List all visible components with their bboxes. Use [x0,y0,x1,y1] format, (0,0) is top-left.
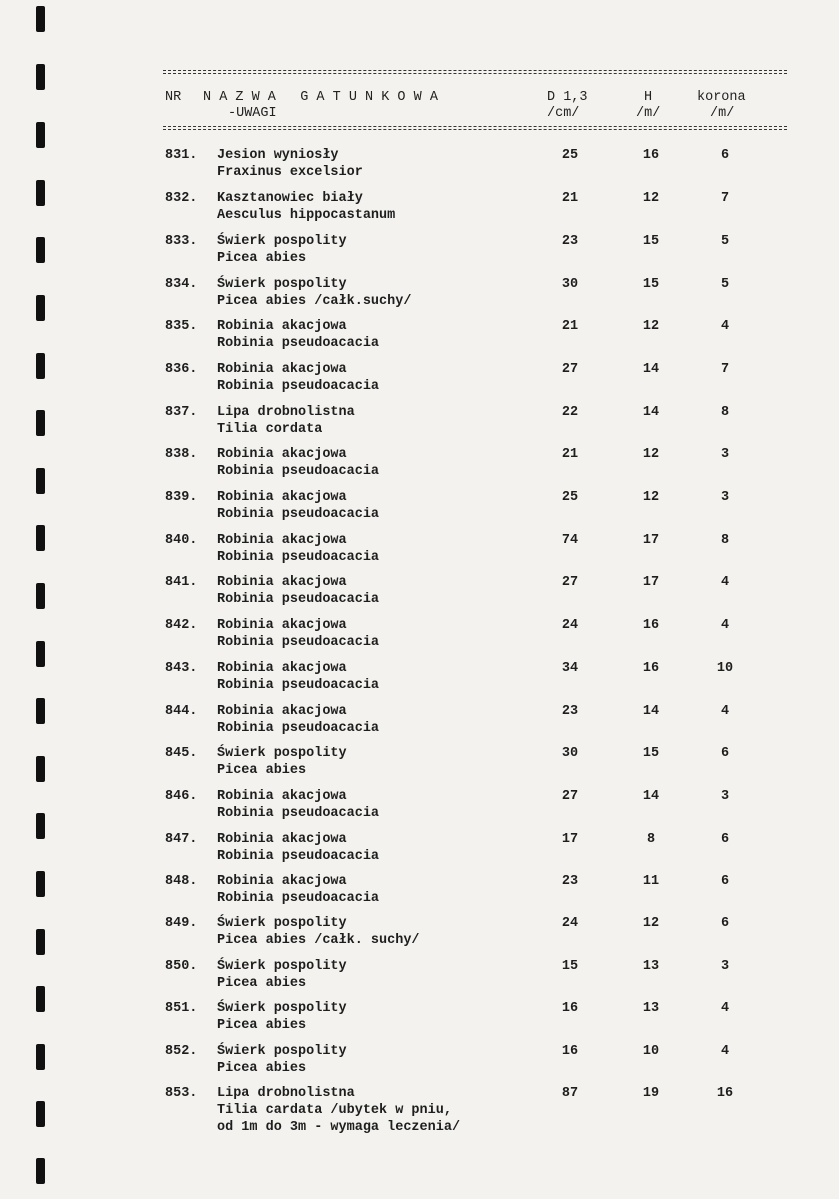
latin-name: Robinia pseudoacacia [217,464,380,479]
species-name: Robinia akacjowa [217,874,347,889]
diameter-value: 16 [561,1001,579,1016]
latin-name: Picea abies [217,251,307,266]
crown-value: 4 [720,618,730,633]
species-name: Robinia akacjowa [217,447,347,462]
table-row [0,1086,839,1144]
table-row [0,490,839,532]
height-value: 15 [642,277,660,292]
height-value: 10 [642,1044,660,1059]
header-notes: -UWAGI [228,106,277,121]
species-name: Lipa drobnolistna [217,1086,355,1101]
latin-name: Robinia pseudoacacia [217,635,380,650]
row-number: 850. [165,959,198,974]
table-row [0,789,839,831]
latin-name: Tilia cordata [217,422,323,437]
diameter-value: 27 [561,789,579,804]
diameter-value: 16 [561,1044,579,1059]
row-number: 836. [165,362,198,377]
species-name: Robinia akacjowa [217,661,347,676]
species-name: Świerk pospolity [217,1044,347,1059]
height-value: 12 [642,319,660,334]
height-value: 8 [646,832,656,847]
diameter-value: 21 [561,191,579,206]
table-row [0,319,839,361]
table-row [0,362,839,404]
crown-value: 3 [720,789,730,804]
species-name: Świerk pospolity [217,277,347,292]
species-name: Świerk pospolity [217,1001,347,1016]
diameter-value: 27 [561,362,579,377]
crown-value: 6 [720,874,730,889]
height-value: 12 [642,916,660,931]
species-name: Jesion wyniosły [217,148,339,163]
height-value: 19 [642,1086,660,1101]
species-name: Robinia akacjowa [217,362,347,377]
diameter-value: 27 [561,575,579,590]
table-row [0,1001,839,1043]
height-value: 15 [642,746,660,761]
crown-value: 3 [720,959,730,974]
row-number: 835. [165,319,198,334]
header-height: H [644,90,653,105]
latin-name: Picea abies /całk. suchy/ [217,933,420,948]
row-number: 833. [165,234,198,249]
diameter-value: 23 [561,704,579,719]
latin-name: Picea abies [217,976,307,991]
latin-name: Robinia pseudoacacia [217,336,380,351]
row-number: 847. [165,832,198,847]
header-crown: korona [697,90,746,105]
crown-value: 4 [720,575,730,590]
height-value: 12 [642,490,660,505]
table-row [0,832,839,874]
row-number: 845. [165,746,198,761]
crown-value: 6 [720,832,730,847]
height-value: 16 [642,661,660,676]
table-row [0,1044,839,1086]
species-name: Świerk pospolity [217,234,347,249]
height-value: 16 [642,618,660,633]
latin-name: Aesculus hippocastanum [217,208,396,223]
species-name: Robinia akacjowa [217,533,347,548]
diameter-value: 30 [561,277,579,292]
latin-name: Robinia pseudoacacia [217,891,380,906]
row-number: 849. [165,916,198,931]
row-number: 853. [165,1086,198,1101]
crown-value: 8 [720,405,730,420]
table-row [0,575,839,617]
height-value: 17 [642,533,660,548]
row-number: 852. [165,1044,198,1059]
height-value: 13 [642,1001,660,1016]
diameter-value: 25 [561,148,579,163]
crown-value: 6 [720,916,730,931]
row-number: 837. [165,405,198,420]
latin-name: Fraxinus excelsior [217,165,363,180]
height-value: 14 [642,704,660,719]
height-value: 11 [642,874,660,889]
row-number: 844. [165,704,198,719]
crown-value: 8 [720,533,730,548]
latin-name: Robinia pseudoacacia [217,592,380,607]
height-value: 15 [642,234,660,249]
crown-value: 4 [720,1044,730,1059]
header-bottom-rule [163,126,787,130]
diameter-value: 22 [561,405,579,420]
row-number: 841. [165,575,198,590]
height-value: 14 [642,362,660,377]
punch-hole [36,6,45,32]
diameter-value: 30 [561,746,579,761]
height-value: 12 [642,191,660,206]
latin-name: Robinia pseudoacacia [217,379,380,394]
row-number: 851. [165,1001,198,1016]
table-row [0,618,839,660]
latin-name: Robinia pseudoacacia [217,849,380,864]
latin-name: Robinia pseudoacacia [217,507,380,522]
row-number: 832. [165,191,198,206]
latin-name: Robinia pseudoacacia [217,721,380,736]
height-value: 14 [642,405,660,420]
diameter-value: 34 [561,661,579,676]
punch-hole [36,122,45,148]
diameter-value: 24 [561,618,579,633]
crown-value: 6 [720,148,730,163]
crown-value: 7 [720,191,730,206]
table-row [0,661,839,703]
row-number: 839. [165,490,198,505]
species-name: Świerk pospolity [217,916,347,931]
diameter-value: 25 [561,490,579,505]
diameter-value: 74 [561,533,579,548]
crown-value: 3 [720,447,730,462]
table-row [0,234,839,276]
species-name: Świerk pospolity [217,959,347,974]
species-name: Robinia akacjowa [217,832,347,847]
table-row [0,277,839,319]
species-name: Robinia akacjowa [217,490,347,505]
species-name: Robinia akacjowa [217,704,347,719]
species-name: Świerk pospolity [217,746,347,761]
height-value: 17 [642,575,660,590]
crown-value: 4 [720,704,730,719]
crown-value: 6 [720,746,730,761]
species-name: Kasztanowiec biały [217,191,363,206]
header-nr: NR [165,90,182,105]
row-number: 838. [165,447,198,462]
header-species-name: N A Z W A G A T U N K O W A [203,90,438,105]
latin-name: Robinia pseudoacacia [217,806,380,821]
row-number: 846. [165,789,198,804]
crown-value: 4 [720,1001,730,1016]
height-value: 13 [642,959,660,974]
header-height-unit: /m/ [636,106,661,121]
table-row [0,874,839,916]
table-row [0,746,839,788]
diameter-value: 17 [561,832,579,847]
crown-value: 16 [716,1086,734,1101]
crown-value: 3 [720,490,730,505]
row-number: 843. [165,661,198,676]
table-row [0,447,839,489]
latin-name: Picea abies [217,763,307,778]
latin-name: Picea abies [217,1018,307,1033]
table-row [0,191,839,233]
row-number: 831. [165,148,198,163]
header-diameter: D 1,3 [547,90,588,105]
species-name: Lipa drobnolistna [217,405,355,420]
latin-name: Tilia cardata /ubytek w pniu, [217,1103,452,1118]
species-name: Robinia akacjowa [217,618,347,633]
crown-value: 7 [720,362,730,377]
species-name: Robinia akacjowa [217,575,347,590]
crown-value: 5 [720,277,730,292]
punch-hole [36,64,45,90]
latin-name: Robinia pseudoacacia [217,550,380,565]
row-number: 842. [165,618,198,633]
header-top-rule [163,70,787,74]
row-number: 840. [165,533,198,548]
table-row [0,916,839,958]
diameter-value: 23 [561,874,579,889]
height-value: 12 [642,447,660,462]
table-row [0,704,839,746]
row-number: 834. [165,277,198,292]
punch-hole [36,1158,45,1184]
table-row [0,959,839,1001]
header-crown-unit: /m/ [710,106,735,121]
diameter-value: 21 [561,319,579,334]
latin-name: Picea abies /całk.suchy/ [217,294,412,309]
diameter-value: 23 [561,234,579,249]
diameter-value: 87 [561,1086,579,1101]
height-value: 14 [642,789,660,804]
species-name: Robinia akacjowa [217,789,347,804]
crown-value: 10 [716,661,734,676]
table-row [0,533,839,575]
row-number: 848. [165,874,198,889]
diameter-value: 21 [561,447,579,462]
latin-name: Robinia pseudoacacia [217,678,380,693]
diameter-value: 15 [561,959,579,974]
notes-text: od 1m do 3m - wymaga leczenia/ [217,1120,461,1135]
crown-value: 4 [720,319,730,334]
diameter-value: 24 [561,916,579,931]
crown-value: 5 [720,234,730,249]
species-name: Robinia akacjowa [217,319,347,334]
height-value: 16 [642,148,660,163]
table-row [0,148,839,190]
header-diameter-unit: /cm/ [547,106,580,121]
latin-name: Picea abies [217,1061,307,1076]
table-row [0,405,839,447]
